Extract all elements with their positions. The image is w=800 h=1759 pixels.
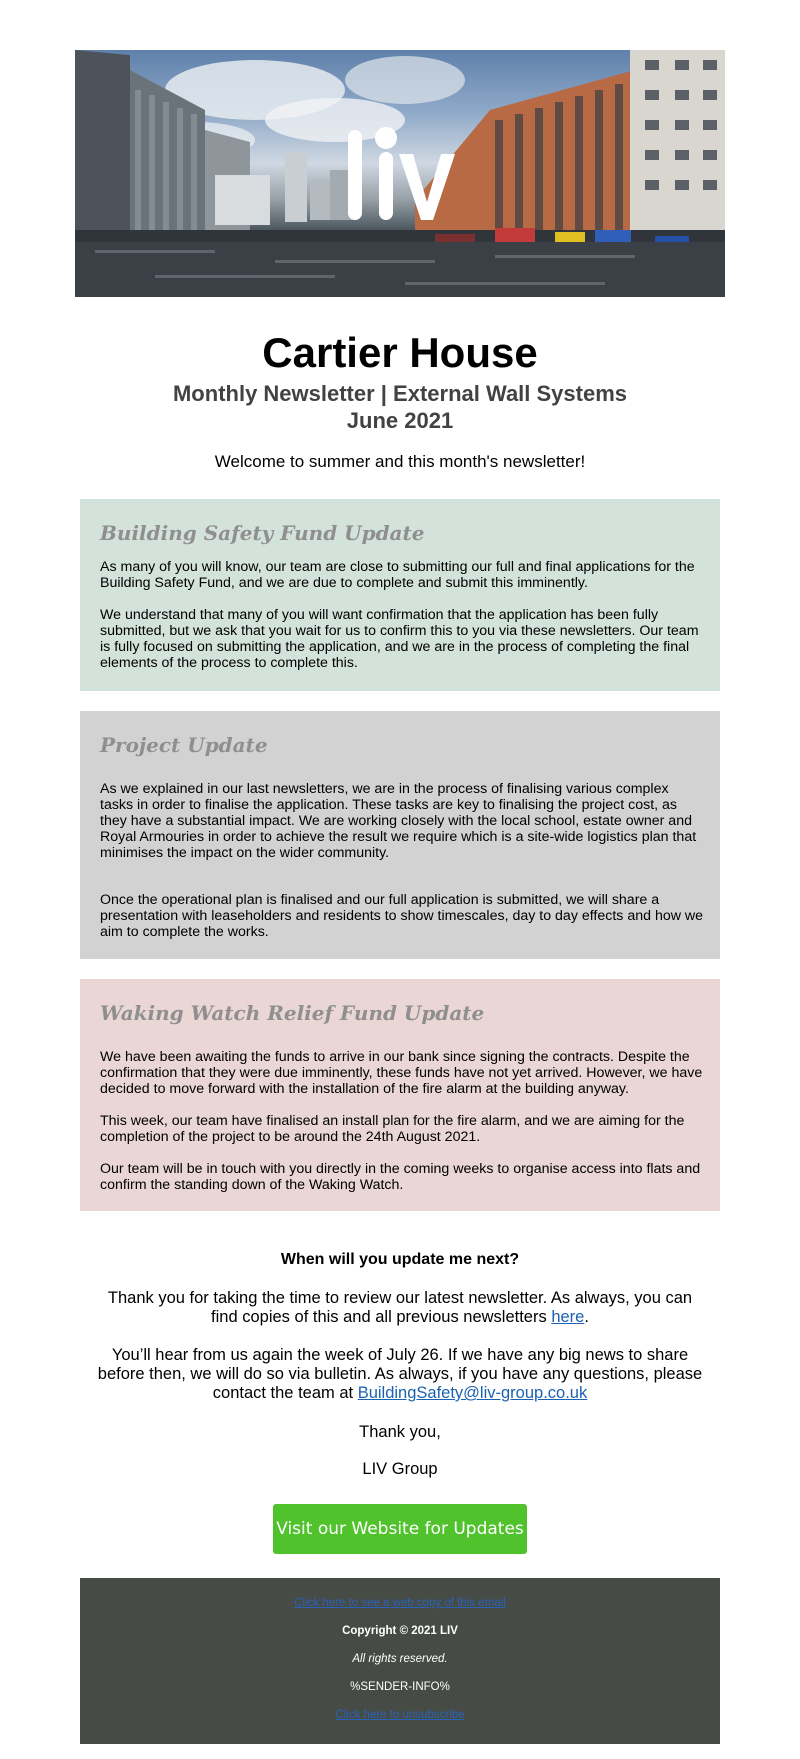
copyright-text: Copyright © 2021 LIV xyxy=(342,1625,458,1637)
section-paragraph: As many of you will know, our team are close to submitting our full and final applications for the Building Safety Fund, and we are due to complete and submit this imminently. xyxy=(100,559,695,591)
waking-watch-section xyxy=(80,979,720,1211)
closing-paragraph-1 xyxy=(95,1289,705,1327)
section-paragraph: As we explained in our last newsletters, we are in the process of finalising various complex tasks in order to finalise the application. These tasks are key to finalising the project cost, as they have a substantial impact. We are working closely with the local school, estate owner and Royal Armouries in order to achieve the result we require which is a site-wide logistics plan that minimises the impact on the wider community. xyxy=(100,781,697,861)
thank-you-text: Thank you, xyxy=(359,1423,441,1441)
footer xyxy=(80,1578,720,1744)
section-paragraph: This week, our team have finalised an install plan for the fire alarm, and we are aiming for the completion of the project to be around the 24th August 2021. xyxy=(100,1113,685,1145)
hero-image xyxy=(75,50,725,297)
email-link[interactable]: BuildingSafety@liv-group.co.uk xyxy=(357,1384,588,1402)
section-heading: Waking Watch Relief Fund Update xyxy=(100,1001,485,1025)
section-paragraph: We have been awaiting the funds to arrive in our bank since signing the contracts. Despite the confirmation that they were due imminently, these funds have not yet arrived. However, we have decided to move forward with the installation of the fire alarm at the building anyway. xyxy=(100,1049,703,1097)
view-web-copy-link[interactable]: Click here to see a web copy of this email xyxy=(294,1597,506,1609)
closing-text: Thank you for taking the time to review our latest newsletter. As always, you can find copies of this and all previous newsletters xyxy=(107,1289,693,1326)
update-question: When will you update me next? xyxy=(280,1251,520,1268)
closing-paragraph-2 xyxy=(95,1346,705,1403)
section-paragraph: Once the operational plan is finalised and our full application is submitted, we will share a presentation with leaseholders and residents to show timescales, day to day effects and how we aim to complete the works. xyxy=(100,892,704,940)
section-paragraph: Our team will be in touch with you directly in the coming weeks to organise access into flats and confirm the standing down of the Waking Watch. xyxy=(100,1161,701,1193)
sender-info-text: %SENDER-INFO% xyxy=(350,1681,450,1693)
section-paragraph: We understand that many of you will want confirmation that the application has been fully submitted, but we ask that you wait for us to confirm this to you via these newsletters. Our team is fully focused on submitting the application, and we are in the process of completing the final elements of the process to complete this. xyxy=(100,607,699,671)
unsubscribe-link[interactable]: Click here to unsubscribe xyxy=(335,1709,465,1721)
project-update-section xyxy=(80,711,720,959)
signoff-text: LIV Group xyxy=(362,1460,438,1478)
harbour-illustration xyxy=(75,50,725,297)
page-title: Cartier House xyxy=(262,329,538,376)
rights-text: All rights reserved. xyxy=(352,1653,448,1665)
newsletters-here-link[interactable]: here xyxy=(551,1308,585,1326)
closing-period: . xyxy=(584,1308,589,1326)
visit-website-button[interactable]: Visit our Website for Updates xyxy=(273,1504,527,1554)
section-heading: Building Safety Fund Update xyxy=(100,521,425,545)
section-heading: Project Update xyxy=(100,733,268,757)
closing-text: You’ll hear from us again the week of July 26. If we have any big news to share before then, we will do so via bulletin. As always, if you have any questions, please contact the team at xyxy=(97,1346,703,1402)
welcome-text: Welcome to summer and this month's newsletter! xyxy=(214,452,586,471)
newsletter-subtitle: Monthly Newsletter | External Wall Systems xyxy=(172,381,628,406)
newsletter-month: June 2021 xyxy=(346,408,454,433)
building-safety-fund-section xyxy=(80,499,720,691)
